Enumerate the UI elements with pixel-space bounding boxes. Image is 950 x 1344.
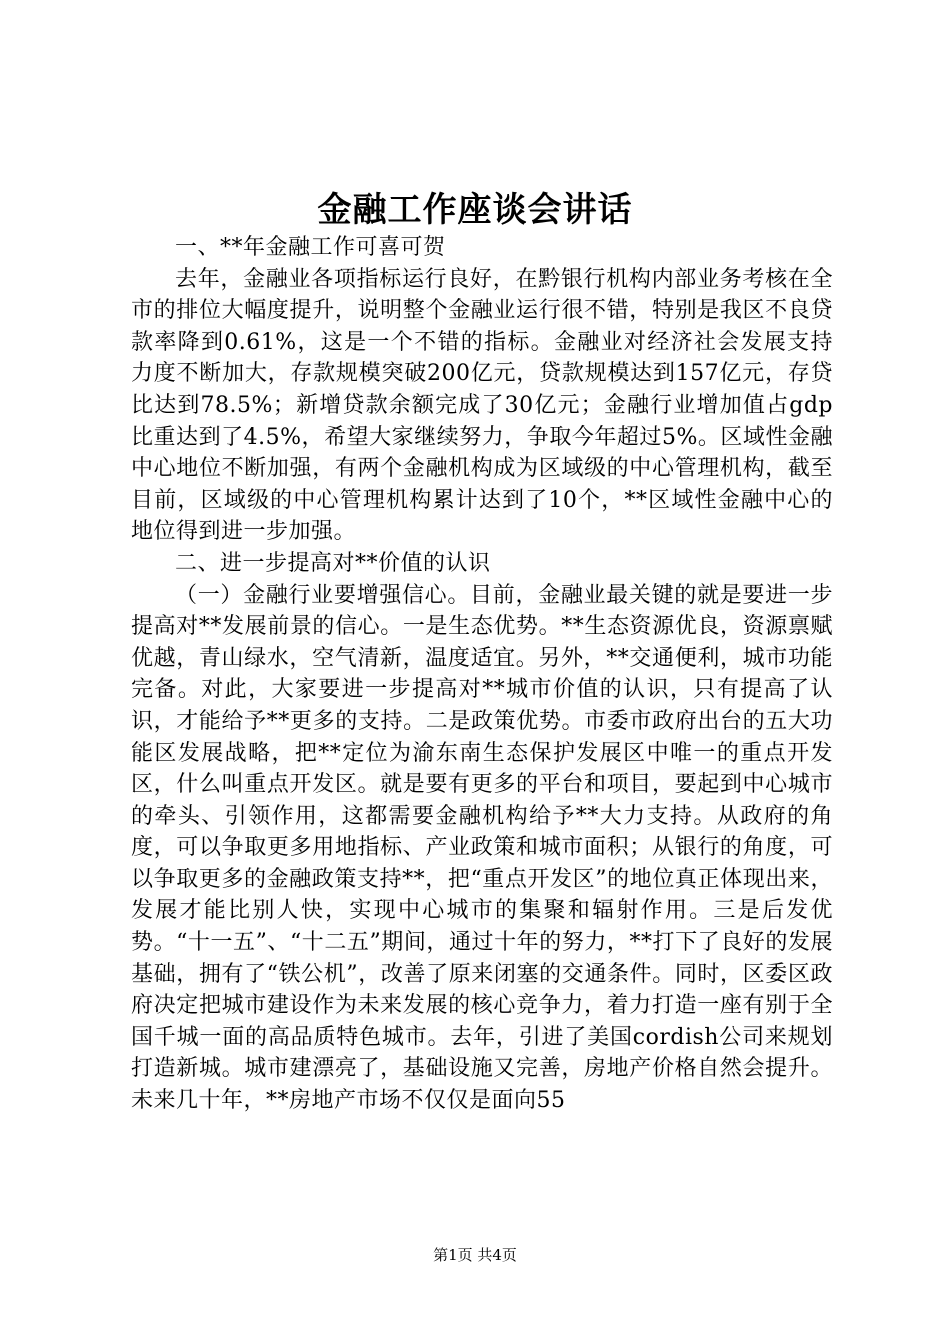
- section-heading: 二、进一步提高对**价值的认识: [175, 550, 491, 576]
- body-paragraph: 去年，金融业各项指标运行良好，在黔银行机构内部业务考核在全市的排位大幅度提升，说明整个金融业运行很不错，特别是我区不良贷款率降到0.61%，这是一个不错的指标。金融业对经济社会发展支持力度不断加大，存款规模突破200亿元，贷款规模达到157亿元，存贷比达到78.5%；新增贷款余额完成了30亿元；金融行业增加值占gdp比重达到了4.5%，希望大家继续努力，争取今年超过5%。区域性金融中心地位不断加强，有两个金融机构成为区域级的中心管理机构，截至目前，区域级的中心管理机构累计达到了10个，**区域性金融中心的地位得到进一步加强。: [131, 266, 833, 545]
- document-title: 金融工作座谈会讲话: [317, 190, 633, 230]
- document-body: [131, 232, 833, 1117]
- section-heading: 一、**年金融工作可喜可贺: [175, 235, 446, 260]
- body-paragraph: （一）金融行业要增强信心。目前，金融业最关键的就是要进一步提高对**发展前景的信心。一是生态优势。**生态资源优良，资源禀赋优越，青山绿水，空气清新，温度适宜。另外，**交通便利，城市功能完备。对此，大家要进一步提高对**城市价值的认识，只有提高了认识，才能给予**更多的支持。二是政策优势。市委市政府出台的五大功能区发展战略，把**定位为渝东南生态保护发展区中唯一的重点开发区，什么叫重点开发区。就是要有更多的平台和项目，要起到中心城市的牵头、引领作用，这都需要金融机构给予**大力支持。从政府的角度，可以争取更多用地指标、产业政策和城市面积；从银行的角度，可以争取更多的金融政策支持**，把“重点开发区”的地位真正体现出来，发展才能比别人快，实现中心城市的集聚和辐射作用。三是后发优势。“十一五”、“十二五”期间，通过十年的努力，**打下了良好的发展基础，拥有了“铁公机”，改善了原来闭塞的交通条件。同时，区委区政府决定把城市建设作为未来发展的核心竞争力，着力打造一座有别于全国千城一面的高品质特色城市。去年，引进了美国cordish公司来规划打造新城。城市建漂亮了，基础设施又完善，房地产价格自然会提升。未来几十年，**房地产市场不仅仅是面向55: [131, 582, 833, 1114]
- page-footer: 第1页 共4页: [433, 1246, 517, 1264]
